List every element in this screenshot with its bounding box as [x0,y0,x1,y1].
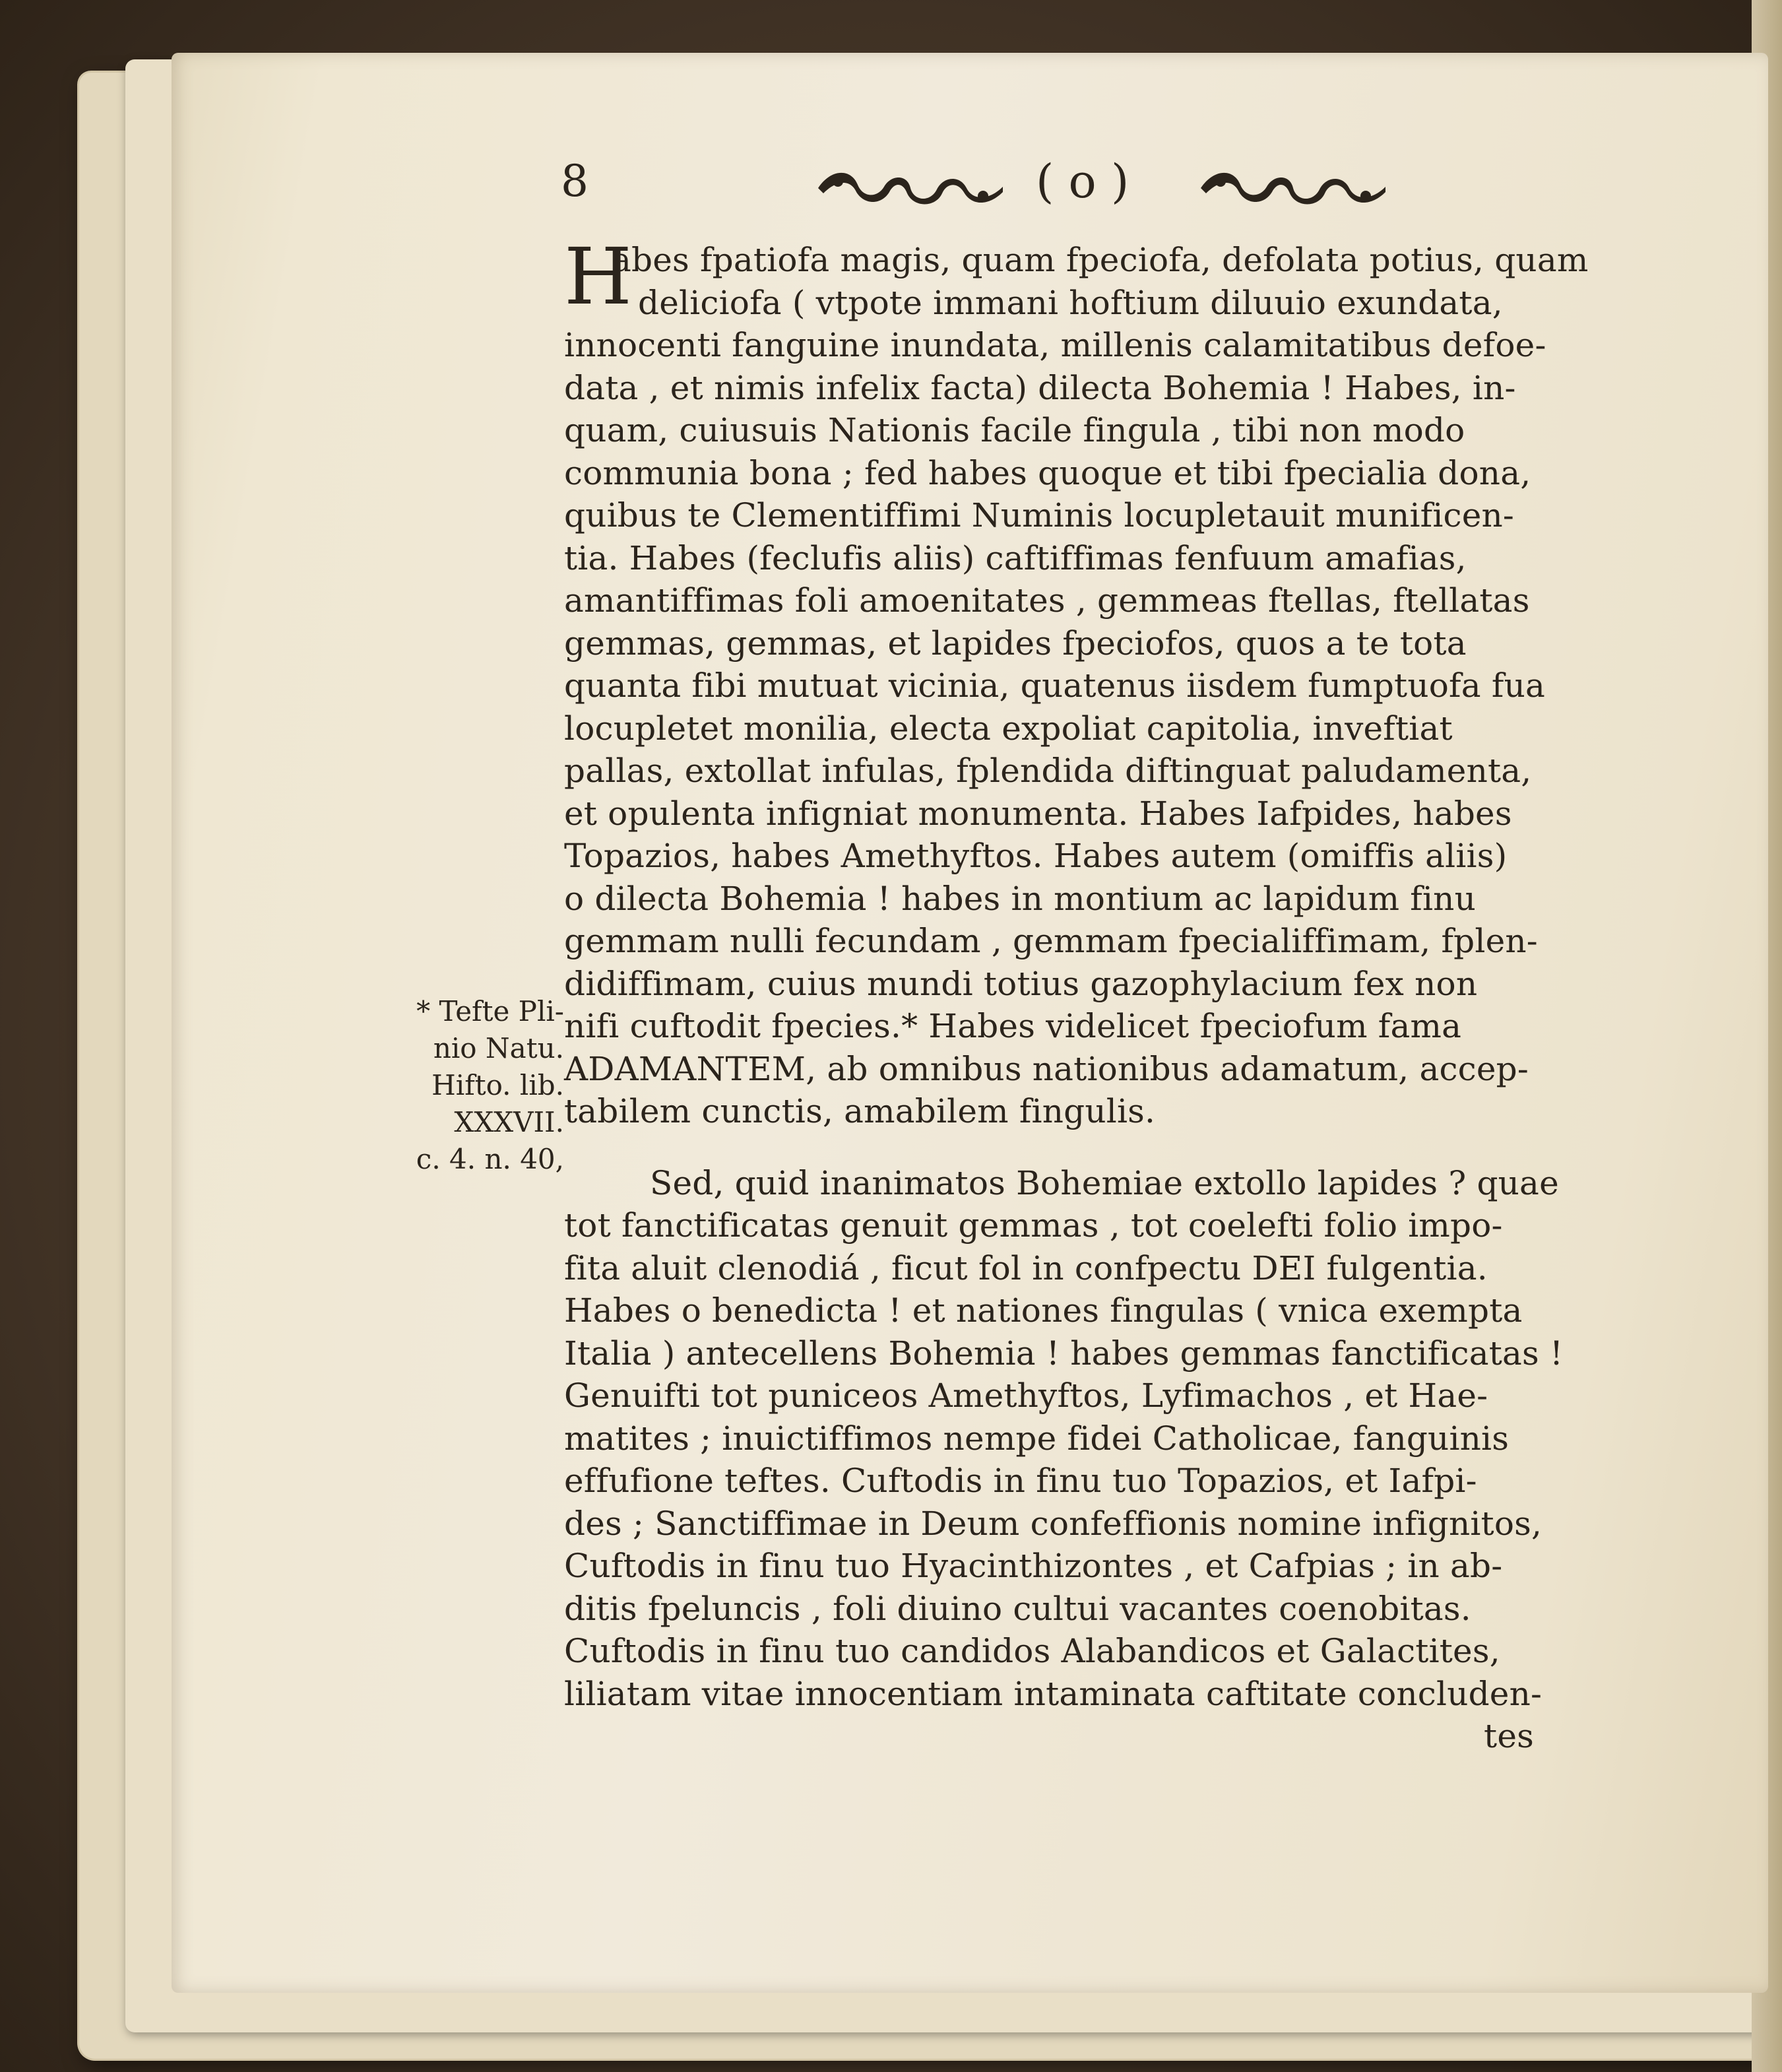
text-line: tia. Habes (feclufis aliis) caftiffimas fenfuum amafias, [564,538,1467,577]
text-line-content: abes fpatiofa magis, quam fpeciofa, defolata potius, quam [612,241,1589,279]
text-line: o dilecta Bohemia ! habes in montium ac lapidum finu [564,879,1476,918]
text-line: gemmas, gemmas, et lapides fpeciofos, quos a te tota [564,624,1467,663]
text-line: et opulenta infigniat monumenta. Habes Iafpides, habes [564,794,1512,833]
text-line: tot fanctificatas genuit gemmas , tot coelefti folio impo- [564,1206,1503,1245]
paragraph-gap [564,1133,1646,1162]
margin-note-line: * Tefte Pli- [416,995,564,1027]
text-line: gemmam nulli fecundam , gemmam fpecialiffimam, fplen- [564,922,1538,960]
margin-note [366,993,564,1178]
text-line: ditis fpeluncis , foli diuino cultui vacantes coenobitas. [564,1589,1471,1628]
text-line: communia bona ; fed habes quoque et tibi fpecialia dona, [564,453,1531,492]
text-line: Sed, quid inanimatos Bohemiae extollo lapides ? quae [650,1163,1559,1202]
text-line: liliatam vitae innocentiam intaminata caftitate concluden- [564,1674,1543,1713]
paragraph-1 [564,231,1646,1133]
running-head: ( o ) [1036,154,1130,209]
ornament-right-icon [1194,162,1392,214]
page-header [561,148,1636,221]
text-line: amantiffimas foli amoenitates , gemmeas ftellas, ftellatas [564,581,1530,620]
text-line: Cuftodis in finu tuo Hyacinthizontes , et Cafpias ; in ab- [564,1547,1503,1585]
text-line: innocenti fanguine inundata, millenis calamitatibus defoe- [564,326,1546,364]
text-line: Genuifti tot puniceos Amethyftos, Lyfimachos , et Hae- [564,1376,1488,1415]
ornament-left-icon [811,162,1009,214]
text-line: deliciofa ( vtpote immani hoftium diluuio exundata, [638,283,1503,322]
text-line: fita aluit clenodiá , ficut fol in confpectu DEI fulgentia. [564,1248,1488,1287]
text-line: quam, cuiusuis Nationis facile fingula , tibi non modo [564,411,1465,449]
margin-note-line: c. 4. n. 40, [416,1143,564,1175]
margin-note-line: XXXVII. [454,1106,564,1138]
text-line: Cuftodis in finu tuo candidos Alabandicos et Galactites, [564,1632,1500,1670]
text-line: Italia ) antecellens Bohemia ! habes gemmas fanctificatas ! [564,1334,1564,1373]
catchword: tes [1484,1717,1534,1755]
margin-note-line: nio Natu. [433,1032,564,1064]
text-line: pallas, extollat infulas, fplendida diftinguat paludamenta, [564,752,1532,790]
text-line: quibus te Clementiffimi Numinis locupletauit munificen- [564,496,1515,534]
text-line: didiffimam, cuius mundi totius gazophylacium fex non [564,964,1478,1003]
margin-note-line: Hifto. lib. [431,1069,564,1101]
paragraph-2 [564,1162,1646,1758]
text-line: ADAMANTEM, ab omnibus nationibus adamatum, accep- [564,1049,1529,1088]
text-line: tabilem cunctis, amabilem fingulis. [564,1092,1156,1130]
text-line: des ; Sanctiffimae in Deum confeffionis nomine infignitos, [564,1504,1543,1543]
page-number: 8 [561,156,589,207]
text-line: Topazios, habes Amethyftos. Habes autem (omiffis aliis) [564,837,1508,875]
text-line: quanta fibi mutuat vicinia, quatenus iisdem fumptuofa fua [564,666,1545,705]
text-line: Habes o benedicta ! et nationes fingulas ( vnica exempta [564,1291,1523,1330]
body-text [564,231,1646,1758]
text-line: locupletet monilia, electa expoliat capitolia, inveftiat [564,709,1453,748]
drop-cap: H [564,231,633,322]
text-line: effufione teftes. Cuftodis in finu tuo Topazios, et Iafpi- [564,1462,1477,1500]
text-line: nifi cuftodit fpecies.* Habes videlicet fpeciofum fama [564,1007,1462,1045]
text-line: data , et nimis infelix facta) dilecta Bohemia ! Habes, in- [564,368,1516,407]
text-line: matites ; inuictiffimos nempe fidei Catholicae, fanguinis [564,1419,1510,1458]
